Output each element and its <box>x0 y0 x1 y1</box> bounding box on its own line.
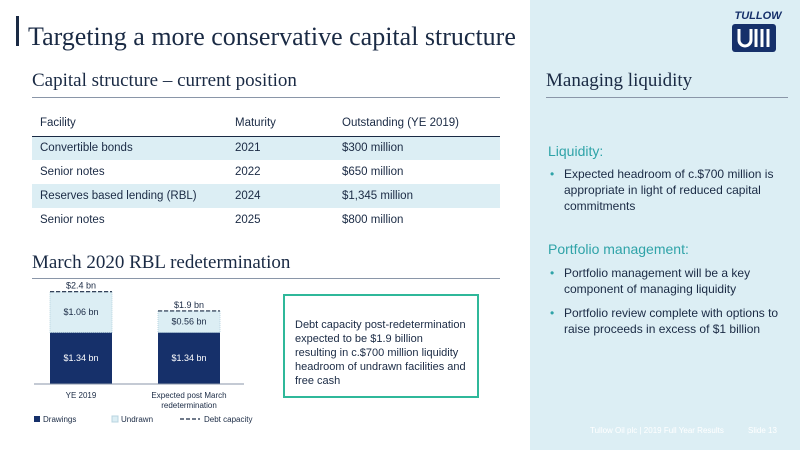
table-row <box>32 208 500 232</box>
managing-liquidity-rule <box>546 97 788 98</box>
bullet-dot-icon: • <box>550 306 555 320</box>
capital-structure-rule <box>32 97 500 98</box>
table-cell: Reserves based lending (RBL) <box>32 184 227 208</box>
table-cell: Senior notes <box>40 214 105 226</box>
table-row <box>32 136 500 160</box>
table-cell: $650 million <box>342 166 404 178</box>
table-cell: $800 million <box>342 214 404 226</box>
debt-capacity-label: $1.9 bn <box>173 299 205 310</box>
table-cell: Convertible bonds <box>32 136 227 160</box>
footer-company: Tullow Oil plc | 2019 Full Year Results <box>590 426 724 435</box>
table-cell: 2022 <box>235 166 261 178</box>
tullow-logo <box>724 10 792 54</box>
debt-capacity-label: $2.4 bn <box>65 280 97 291</box>
capital-structure-title: Capital structure – current position <box>32 70 297 91</box>
x-tick-label: YE 2019 <box>65 391 97 400</box>
table-row <box>32 160 500 184</box>
liquidity-bullet <box>548 166 788 214</box>
legend-label: Debt capacity <box>204 415 253 424</box>
table-cell: 2025 <box>235 214 261 226</box>
managing-liquidity-title: Managing liquidity <box>546 70 693 91</box>
x-tick-label: Expected post March redetermination <box>151 391 227 410</box>
page-title: Targeting a more conservative capital structure <box>28 22 516 51</box>
table-cell: 2024 <box>227 184 334 208</box>
bullet-dot-icon: • <box>550 266 555 280</box>
rbl-title: March 2020 RBL redetermination <box>32 252 291 273</box>
logo-text: TULLOW <box>734 10 782 22</box>
bullet-dot-icon: • <box>550 167 555 181</box>
table-cell: $1,345 million <box>334 184 500 208</box>
legend-label: Drawings <box>43 415 77 424</box>
bullet-text: Portfolio management will be a key component of managing liquidity <box>564 266 751 296</box>
debt-capacity-callout: Debt capacity post-redetermination expected to be $1.9 billion resulting in c.$700 million liquidity headroom of undrawn facilities and free cash <box>283 294 479 398</box>
portfolio-heading: Portfolio management: <box>548 241 689 257</box>
right-panel <box>530 0 800 450</box>
footer-slide-number: Slide 13 <box>748 426 777 435</box>
legend-label: Undrawn <box>121 415 154 424</box>
bar-value-label: $0.56 bn <box>171 316 207 327</box>
column-header: Facility <box>32 110 227 136</box>
bullet-text: Expected headroom of c.$700 million is appropriate in light of reduced capital commitments <box>564 167 774 213</box>
portfolio-bullet <box>548 305 788 337</box>
bar-value-label: $1.06 bn <box>63 307 99 318</box>
legend-swatch-undrawn <box>112 416 118 422</box>
table-cell: $300 million <box>334 136 500 160</box>
bar-value-label: $1.34 bn <box>63 353 99 364</box>
facilities-table <box>32 110 500 232</box>
liquidity-heading: Liquidity: <box>548 143 604 159</box>
bar-value-label: $1.34 bn <box>171 353 207 364</box>
table-cell: 2021 <box>227 136 334 160</box>
rbl-chart <box>30 280 270 430</box>
portfolio-bullet <box>548 265 788 297</box>
column-header: Maturity <box>227 110 334 136</box>
rbl-rule <box>32 278 500 279</box>
table-header-row <box>32 110 500 136</box>
bullet-text: Portfolio review complete with options to raise proceeds in excess of $1 billion <box>564 306 779 336</box>
logo-mark-icon <box>732 24 776 52</box>
table-row <box>32 184 500 208</box>
table-cell: Senior notes <box>40 166 105 178</box>
legend-swatch-drawings <box>34 416 40 422</box>
column-header: Outstanding (YE 2019) <box>334 110 500 136</box>
title-accent-bar <box>16 16 19 46</box>
